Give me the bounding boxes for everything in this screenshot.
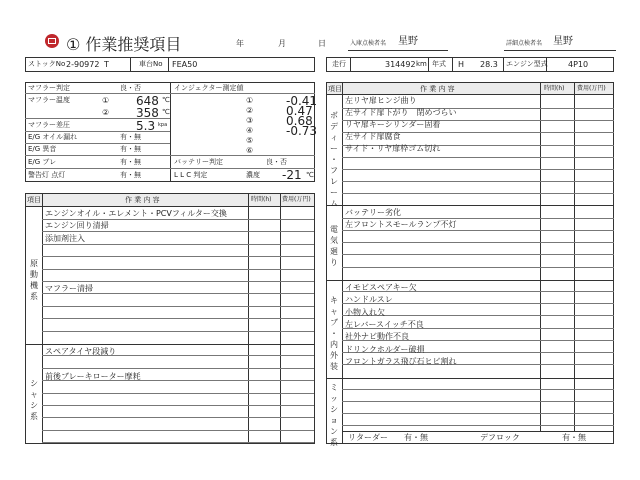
chassis-item: 前後ブレーキローター摩耗 <box>45 372 141 381</box>
body-item: 左サイド扉下がり 閉めづらい <box>345 108 457 117</box>
eg-noise-label: E/G 異音 <box>28 145 57 153</box>
row-line <box>42 368 314 369</box>
row-line <box>42 442 314 443</box>
engine-item: エンジン回り清掃 <box>45 221 109 230</box>
muffler-diff-label: マフラー差圧 <box>28 121 70 129</box>
row-line <box>42 256 314 257</box>
injector-no: ⑤ <box>246 136 254 145</box>
section-electric: 電 気 廻 り <box>330 225 338 267</box>
row-line <box>342 425 614 426</box>
eg-oil-label: E/G オイル漏れ <box>28 133 78 141</box>
muffler-diff-unit: kpa <box>158 122 168 128</box>
year-era: H <box>458 60 465 69</box>
engine-value: 4P10 <box>568 60 589 69</box>
injector-no: ① <box>246 96 254 105</box>
eg-noise-value: 有・無 <box>120 145 141 153</box>
row-line <box>42 417 314 418</box>
row-line <box>42 318 314 319</box>
section-body: ボ デ ィ ー ・ フ レ ー ム <box>330 111 338 208</box>
electric-item: バッテリー劣化 <box>345 208 401 217</box>
row-line <box>42 244 314 245</box>
cab-item: ハンドルスレ <box>345 295 393 305</box>
stock-value: 2-90972 <box>66 60 100 69</box>
battery-value: 良・否 <box>266 158 287 166</box>
right-header-cost: 費用(万円) <box>577 85 606 92</box>
injector-no: ③ <box>246 116 254 125</box>
chassis-label: 車台No <box>139 60 163 68</box>
cab-item: ドリンクホルダー破損 <box>345 344 425 354</box>
row-line <box>42 281 314 282</box>
section-mission: ミ ッ シ ョ ン 系 <box>330 383 338 447</box>
eg-shake-label: E/G ブレ <box>28 158 57 166</box>
logo-icon <box>45 34 59 48</box>
right-header-time: 時間(h) <box>544 85 565 92</box>
engine-item: マフラー清掃 <box>45 284 93 293</box>
llc-value: -21 <box>282 168 302 182</box>
muffler-temp-label: マフラー温度 <box>28 96 70 104</box>
right-header-work: 作 業 内 容 <box>420 85 455 93</box>
detail-inspector-label: 詳細点検者名 <box>506 40 543 47</box>
year-label: 年式 <box>432 60 446 68</box>
engine-label: エンジン型式 <box>506 60 548 68</box>
injector-label: インジェクター測定値 <box>174 84 244 92</box>
engine-item: エンジンオイル・エレメント・PCVフィルター交換 <box>45 209 227 218</box>
chassis-value: FEA50 <box>172 60 198 69</box>
right-header-item: 項目 <box>328 85 342 93</box>
entry-inspector-label: 入庫点検者名 <box>350 40 387 47</box>
llc-conc-label: 濃度 <box>246 171 260 179</box>
row-line <box>342 157 614 158</box>
page-title: ① 作業推奨項目 <box>66 35 182 54</box>
row-line <box>342 401 614 402</box>
muffler-temp-v2: 358 <box>136 106 159 120</box>
stock-suffix: T <box>104 60 109 69</box>
section-cab: キ ャ ブ ・ 内 外 装 <box>330 296 338 371</box>
row-line <box>42 393 314 394</box>
cab-item: フロントガラス飛び石ヒビ割れ <box>345 356 457 366</box>
left-header-time: 時間(h) <box>251 196 272 203</box>
row-line <box>342 242 614 243</box>
left-header-cost: 費用(万円) <box>282 196 311 203</box>
body-item: 左サイド扉腐食 <box>345 132 401 141</box>
row-line <box>42 331 314 332</box>
date-year: 年 <box>236 39 244 48</box>
body-item: サイド・リヤ扉枠ゴム切れ <box>345 144 441 153</box>
eg-oil-value: 有・無 <box>120 133 141 141</box>
muffler-temp-m2: ② <box>102 108 110 117</box>
row-line <box>42 430 314 431</box>
retarder-label: リターダー <box>348 433 388 442</box>
eg-shake-value: 有・無 <box>120 158 141 166</box>
detail-inspector-name: 星野 <box>553 36 573 47</box>
muffler-judge-label: マフラー判定 <box>28 84 70 92</box>
row-line <box>342 254 614 255</box>
injector-value: 0.47 <box>286 104 313 118</box>
row-line <box>342 389 614 390</box>
date-month: 月 <box>278 39 286 48</box>
muffler-temp-unit1: ℃ <box>162 96 170 104</box>
row-line <box>42 405 314 406</box>
row-line <box>342 230 614 231</box>
llc-label: L L C 判定 <box>174 171 208 179</box>
warning-value: 有・無 <box>120 171 141 179</box>
injector-value: -0.73 <box>286 124 318 138</box>
difflock-value: 有・無 <box>562 433 586 442</box>
injector-no: ② <box>246 106 254 115</box>
row-line <box>42 231 314 232</box>
retarder-value: 有・無 <box>404 433 428 442</box>
llc-unit: ℃ <box>306 171 314 179</box>
muffler-temp-m1: ① <box>102 96 110 105</box>
cab-item: 左レバースイッチ不良 <box>345 319 424 329</box>
body-item: リヤ扉キーシリンダー固着 <box>345 120 441 129</box>
entry-inspector-name: 星野 <box>398 36 418 47</box>
mileage-unit: km <box>416 60 427 68</box>
row-line <box>342 413 614 414</box>
section-engine: 原 動 機 系 <box>30 259 38 301</box>
mileage-label: 走行 <box>332 60 346 68</box>
engine-item: 添加剤注入 <box>45 234 85 243</box>
row-line <box>42 219 314 220</box>
battery-label: バッテリー判定 <box>174 158 223 166</box>
row-line <box>42 306 314 307</box>
muffler-temp-unit2: ℃ <box>162 108 170 116</box>
row-line <box>42 293 314 294</box>
chassis-item: スペアタイヤ段減り <box>45 347 117 356</box>
cab-item: 小物入れ欠 <box>345 307 385 317</box>
muffler-judge-value: 良・否 <box>120 84 141 92</box>
muffler-diff-value: 5.3 <box>136 119 156 133</box>
injector-value: 0.68 <box>286 114 313 128</box>
electric-item: 左フロントスモールランプ不灯 <box>345 220 457 229</box>
stock-label: ストックNo <box>28 60 66 68</box>
year-value: 28.3 <box>480 60 498 69</box>
injector-no: ⑥ <box>246 146 254 155</box>
warning-label: 警告灯 点灯 <box>28 171 66 179</box>
body-item: 左リヤ扉ヒンジ曲り <box>345 96 417 105</box>
cab-item: イモビスペアキー欠 <box>345 283 417 292</box>
date-day: 日 <box>318 39 326 48</box>
mileage-value: 314492 <box>385 60 416 69</box>
injector-no: ④ <box>246 126 254 135</box>
section-chassis: シ ャ シ 系 <box>30 379 38 421</box>
difflock-label: デフロック <box>480 433 520 442</box>
row-line <box>342 193 614 194</box>
injector-value: -0.41 <box>286 94 318 108</box>
left-header-work: 作 業 内 容 <box>125 196 160 204</box>
row-line <box>342 218 614 219</box>
row-line <box>342 169 614 170</box>
row-line <box>42 269 314 270</box>
row-line <box>342 181 614 182</box>
row-line <box>342 267 614 268</box>
muffler-temp-v1: 648 <box>136 94 159 108</box>
left-header-item: 項目 <box>27 196 41 204</box>
cab-item: 社外ナビ動作不良 <box>345 332 409 342</box>
